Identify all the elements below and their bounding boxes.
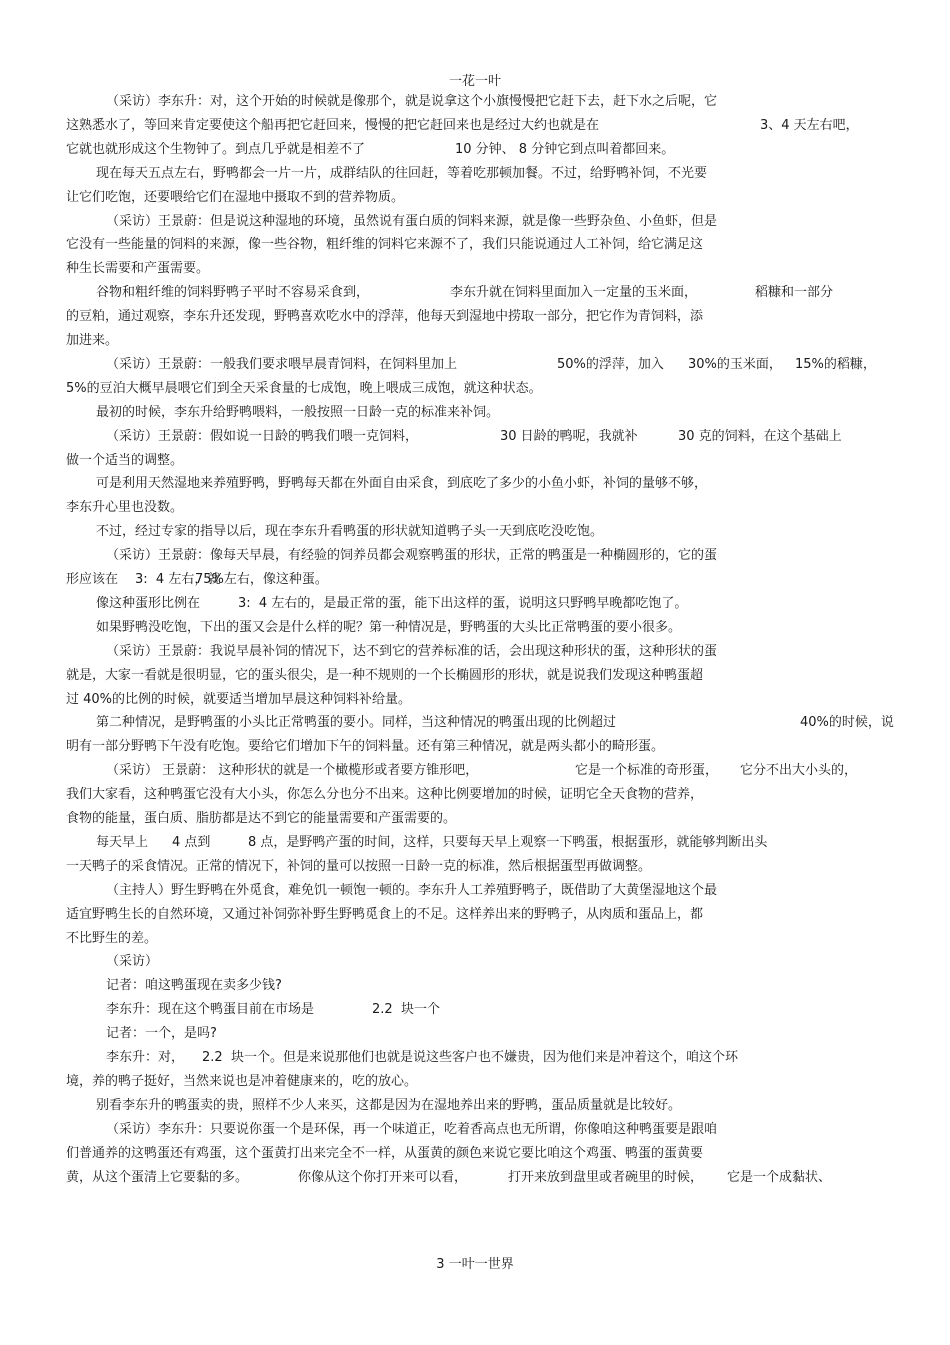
text-segment: 你像从这个你打开来可以看， <box>298 1169 468 1185</box>
page-footer: 3 一叶一世界 <box>436 1257 514 1272</box>
text-segment: 加进来。 <box>66 333 119 348</box>
text-segment: （采访）李东升：只要说你蛋一个是环保，再一个味道正，吃着香高点也无所谓，你像咱这种鸭蛋要是跟咱 <box>106 1121 718 1137</box>
text-segment: （采访）王景蔚：我说早晨补饲的情况下，达不到它的营养标准的话，会出现这种形状的蛋，这种形状的蛋 <box>106 643 718 659</box>
text-line <box>0 640 950 663</box>
text-segment: 这熟悉水了，等回来肯定要使这个船再把它赶回来，慢慢的把它赶回来也是经过大约也就是在 <box>66 117 600 133</box>
text-segment: 3、4 天左右吧， <box>760 117 859 133</box>
text-line <box>0 568 950 591</box>
text-line <box>0 305 950 328</box>
text-segment: 李东升：现在这个鸭蛋目前在市场是 <box>106 1002 315 1018</box>
text-line <box>0 401 950 424</box>
text-segment: （采访）王景蔚：一般我们要求喂早晨青饲料，在饲料里加上 <box>106 356 458 372</box>
text-segment: 它没有一些能量的饲料的来源，像一些谷物，粗纤维的饲料它来源不了，我们只能说通过人工补饲，给它满足这 <box>66 237 704 253</box>
text-segment: 它是一个标准的奇形蛋， <box>575 763 719 779</box>
text-segment: 种生长需要和产蛋需要。 <box>66 261 210 277</box>
text-segment: 3: 4 左右的，是最正常的蛋，能下出这样的蛋，说明这只野鸭早晚都吃饱了。 <box>238 595 688 611</box>
text-segment: 境，养的鸭子挺好，当然来说也是冲着健康来的，吃的放心。 <box>66 1073 418 1089</box>
text-segment: 形应该在 <box>66 572 119 587</box>
text-line <box>0 377 950 400</box>
text-segment: 过 40%的比例的时候，就要适当增加早晨这种饲料补给量。 <box>66 691 412 707</box>
text-segment: 记者：咱这鸭蛋现在卖多少钱? <box>106 978 282 994</box>
text-segment: 75%左右，像这种蛋。 <box>195 572 328 587</box>
text-segment: 稻糠和一部分 <box>755 285 834 301</box>
text-line <box>0 544 950 567</box>
text-line <box>0 1166 950 1189</box>
text-line <box>0 1094 950 1117</box>
text-line <box>0 807 950 830</box>
text-line <box>0 449 950 472</box>
text-segment: 10 分钟、 8 分钟它到点叫着都回来。 <box>455 141 675 157</box>
text-line <box>0 472 950 495</box>
text-segment: 不比野生的差。 <box>66 930 158 946</box>
text-segment: 谷物和粗纤维的饲料野鸭子平时不容易采食到， <box>96 285 370 301</box>
text-line <box>0 210 950 233</box>
text-segment: 李东升就在饲料里面加入一定量的玉米面， <box>450 285 698 301</box>
text-segment: 打开来放到盘里或者碗里的时候， <box>508 1169 704 1185</box>
text-segment: 一天鸭子的采食情况。正常的情况下，补饲的量可以按照一日龄一克的标准，然后根据蛋型再做调整。 <box>66 858 652 874</box>
text-segment: （采访） <box>106 954 159 970</box>
text-segment: 做一个适当的调整。 <box>66 452 184 468</box>
text-segment: 4 点到 <box>172 834 211 850</box>
text-line <box>0 281 950 304</box>
text-line <box>0 950 950 973</box>
text-segment: 我们大家看，这种鸭蛋它没有大小头，你怎么分也分不出来。这种比例要增加的时候，证明它全天食物的营养， <box>66 787 704 803</box>
text-segment: 它就也就形成这个生物钟了。到点几乎就是相差不了 <box>66 141 366 157</box>
text-line <box>0 1046 950 1069</box>
text-line <box>0 592 950 615</box>
text-segment: 最初的时候，李东升给野鸭喂料，一般按照一日龄一克的标准来补饲。 <box>96 404 500 420</box>
text-line <box>0 927 950 950</box>
text-segment: 就是，大家一看就是很明显，它的蛋头很尖，是一种不规则的一个长椭圆形的形状，就是说我们发现这种鸭蛋超 <box>66 667 704 683</box>
text-line <box>0 114 950 137</box>
text-segment: 像这种蛋形比例在 <box>96 595 201 611</box>
text-segment: 第二种情况，是野鸭蛋的小头比正常鸭蛋的要小。同样，当这种情况的鸭蛋出现的比例超过 <box>96 715 617 731</box>
text-segment: 15%的稻糠， <box>795 356 876 372</box>
text-line <box>0 1070 950 1093</box>
text-line <box>0 425 950 448</box>
text-line <box>0 831 950 854</box>
text-segment: 不过，经过专家的指导以后，现在李东升看鸭蛋的形状就知道鸭子头一天到底吃没吃饱。 <box>96 524 604 540</box>
text-segment: 2.2 块一个 <box>372 1002 440 1018</box>
text-line <box>0 1142 950 1165</box>
text-segment: 它是一个成黏状、 <box>727 1169 832 1185</box>
text-line <box>0 138 950 161</box>
text-line <box>0 879 950 902</box>
text-segment: （主持人）野生野鸭在外觅食，难免饥一顿饱一顿的。李东升人工养殖野鸭子，既借助了大黄堡湿地这个最 <box>106 882 718 898</box>
text-line <box>0 520 950 543</box>
text-segment: 30%的玉米面， <box>688 356 782 372</box>
text-segment: 2.2 块一个。但是来说那他们也就是说这些客户也不嫌贵，因为他们来是冲着这个，咱这个环 <box>202 1050 738 1065</box>
text-segment: 每天早上 <box>96 834 149 850</box>
text-line <box>0 162 950 185</box>
text-line <box>0 903 950 926</box>
text-segment: 50%的浮萍，加入 <box>557 356 664 372</box>
page-header: 一花一叶 <box>448 74 501 89</box>
text-line <box>0 783 950 806</box>
text-line <box>0 616 950 639</box>
text-segment: 5%的豆泊大概早晨喂它们到全天采食量的七成饱，晚上喂成三成饱，就这种状态。 <box>66 380 542 396</box>
text-segment: 记者：一个，是吗? <box>106 1026 217 1042</box>
text-line <box>0 257 950 280</box>
text-segment: 现在每天五点左右，野鸭都会一片一片，成群结队的往回赶，等着吃那顿加餐。不过，给野鸭补饲，不光要 <box>96 165 708 181</box>
text-segment: （采访） 王景蔚： 这种形状的就是一个橄榄形或者要方锥形吧， <box>106 763 479 779</box>
text-segment: 40%的时候，说 <box>800 715 894 731</box>
text-segment: 李东升心里也没数。 <box>66 500 184 516</box>
text-line <box>0 496 950 519</box>
text-segment: 食物的能量，蛋白质、脂肪都是达不到它的能量需要和产蛋需要的。 <box>66 811 457 826</box>
text-segment: 明有一部分野鸭下午没有吃饱。要给它们增加下午的饲料量。还有第三种情况，就是两头都小的畸形蛋。 <box>66 739 665 755</box>
text-line <box>0 855 950 878</box>
text-segment: 的豆粕，通过观察，李东升还发现，野鸭喜欢吃水中的浮萍，他每天到湿地中捞取一部分，把它作为青饲料，添 <box>66 309 704 325</box>
text-segment: 30 克的饲料，在这个基础上 <box>678 428 842 444</box>
text-segment: 们普通养的这鸭蛋还有鸡蛋，这个蛋黄打出来完全不一样，从蛋黄的颜色来说它要比咱这个鸡蛋、鸭蛋的蛋黄要 <box>66 1145 704 1161</box>
text-line <box>0 711 950 734</box>
text-segment: 如果野鸭没吃饱，下出的蛋又会是什么样的呢？第一种情况是，野鸭蛋的大头比正常鸭蛋的要小很多。 <box>96 619 682 635</box>
text-line <box>0 998 950 1021</box>
text-segment: 30 日龄的鸭呢，我就补 <box>500 428 638 444</box>
text-line <box>0 664 950 687</box>
text-line <box>0 353 950 376</box>
text-segment: （采访）王景蔚：但是说这种湿地的环境，虽然说有蛋白质的饲料来源，就是像一些野杂鱼、小鱼虾，但是 <box>106 213 718 229</box>
text-segment: 适宜野鸭生长的自然环境，又通过补饲弥补野生野鸭觅食上的不足。这样养出来的野鸭子，从肉质和蛋品上，都 <box>66 906 704 922</box>
text-segment: 黄，从这个蛋清上它要黏的多。 <box>66 1169 249 1185</box>
text-segment: （采访）李东升：对，这个开始的时候就是像那个，就是说拿这个小旗慢慢把它赶下去，赶下水之后呢，它 <box>106 94 718 109</box>
text-segment: 8 点，是野鸭产蛋的时间，这样，只要每天早上观察一下鸭蛋，根据蛋形，就能够判断出头 <box>248 834 768 850</box>
text-line <box>0 759 950 782</box>
text-line <box>0 90 950 113</box>
text-line <box>0 1022 950 1045</box>
text-line <box>0 735 950 758</box>
text-segment: 它分不出大小头的， <box>740 763 858 779</box>
text-line <box>0 688 950 711</box>
text-line <box>0 186 950 209</box>
text-line <box>0 329 950 352</box>
text-segment: 让它们吃饱，还要喂给它们在湿地中摄取不到的营养物质。 <box>66 189 405 205</box>
text-segment: 别看李东升的鸭蛋卖的贵，照样不少人来买，这都是因为在湿地养出来的野鸭，蛋品质量就是比较好。 <box>96 1097 682 1113</box>
text-segment: （采访）王景蔚：像每天早晨，有经验的饲养员都会观察鸭蛋的形状，正常的鸭蛋是一种椭圆形的，它的蛋 <box>106 548 718 564</box>
text-line <box>0 233 950 256</box>
text-segment: 李东升：对， <box>106 1050 185 1065</box>
text-line <box>0 974 950 997</box>
text-segment: 可是利用天然湿地来养殖野鸭，野鸭每天都在外面自由采食，到底吃了多少的小鱼小虾，补饲的量够不够， <box>96 476 708 492</box>
text-line <box>0 1118 950 1141</box>
text-segment: （采访）王景蔚：假如说一日龄的鸭我们喂一克饲料， <box>106 428 419 444</box>
text-segment: 3: 4 左右，就 <box>135 572 221 587</box>
